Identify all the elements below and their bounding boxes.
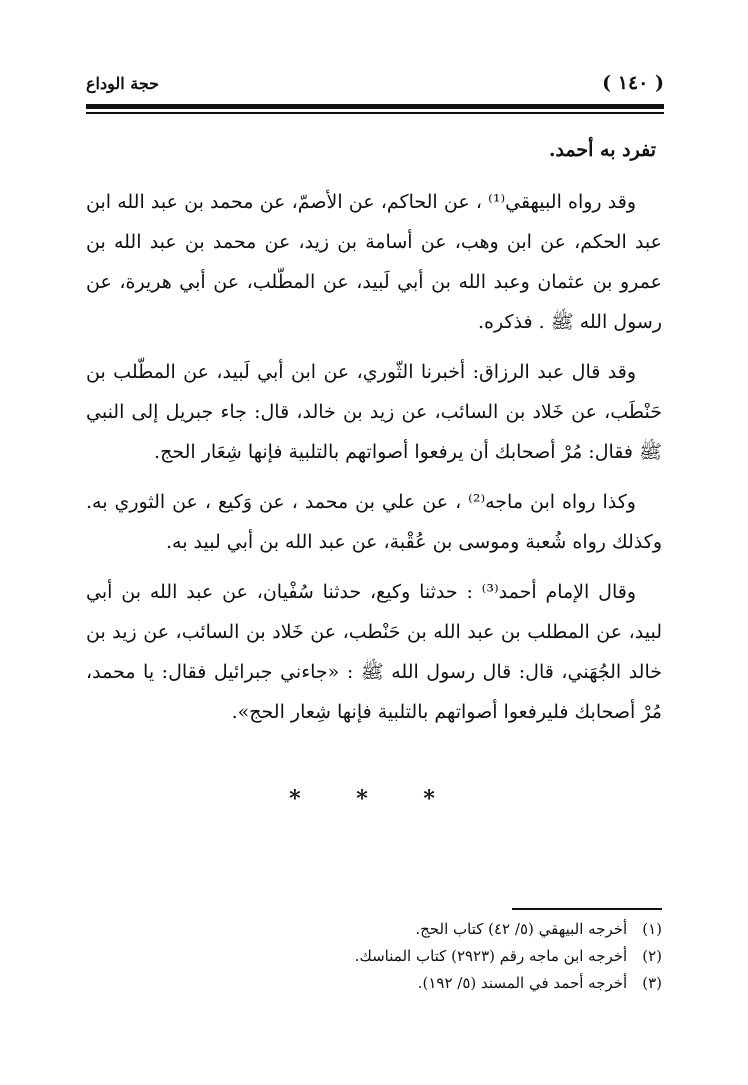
paragraph-3: وكذا رواه ابن ماجه⁽²⁾ ، عن علي بن محمد ، عن وَكيع ، عن الثوري به. وكذلك رواه شُعبة وموسى بن عُقْبة، عن عبد الله بن أبي لبيد به. [86, 491, 662, 553]
footnote-text: أخرجه البيهقي (٥/ ٤٢) كتاب الحج. [415, 920, 628, 938]
footnotes [86, 916, 662, 997]
page-number: ( ١٤٠ ) [602, 72, 664, 94]
lead-sentence: تفرد به أحمد. [548, 139, 656, 161]
footnote-text: أخرجه أحمد في المسند (٥/ ١٩٢). [417, 974, 628, 992]
footnote-number: (١) [642, 920, 662, 938]
header-rule-thick [86, 104, 664, 109]
footnote-3 [86, 970, 662, 997]
footnote-1 [86, 916, 662, 943]
footnote-2 [86, 943, 662, 970]
paragraph-2: وقد قال عبد الرزاق: أخبرنا الثّوري، عن ابن أبي لَبيد، عن المطّلب بن حَنْطَب، عن خَلاد بن السائب، عن زيد بن خالد، قال: جاء جبريل إلى النبي ﷺ فقال: مُرْ أصحابك أن يرفعوا أصواتهم بالتلبية فإنها شِعَار الحج. [86, 361, 662, 463]
paragraph-4: وقال الإمام أحمد⁽³⁾ : حدثنا وكيع، حدثنا سُفْيان، عن عبد الله بن أبي لبيد، عن المطلب بن عبد الله بن حَنْطب، عن خَلاد بن السائب، عن زيد بن خالد الجُهَني، قال: قال رسول الله ﷺ : «جاءني جبرائيل فقال: يا محمد، مُرْ أصحابك فليرفعوا أصواتهم بالتلبية فإنها شِعار الحج». [86, 581, 662, 723]
main-text [86, 130, 662, 742]
header-rule-thin [86, 112, 664, 114]
running-title: حجة الوداع [86, 74, 160, 93]
footnote-number: (٢) [642, 947, 662, 965]
footnote-rule [512, 908, 662, 910]
footnote-text: أخرجه ابن ماجه رقم (٢٩٢٣) كتاب المناسك. [354, 947, 628, 965]
page-header [86, 70, 664, 104]
footnote-number: (٣) [642, 974, 662, 992]
paragraph-1: وقد رواه البيهقي⁽¹⁾ ، عن الحاكم، عن الأصمّ، عن محمد بن عبد الله ابن عبد الحكم، عن ابن وهب، عن أسامة بن زيد، عن محمد بن عبد الله بن عمرو بن عثمان وعبد الله بن أبي لَبيد، عن المطّلب، عن أبي هريرة، عن رسول الله ﷺ . فذكره. [86, 191, 662, 333]
section-separator: * * * [289, 786, 459, 812]
